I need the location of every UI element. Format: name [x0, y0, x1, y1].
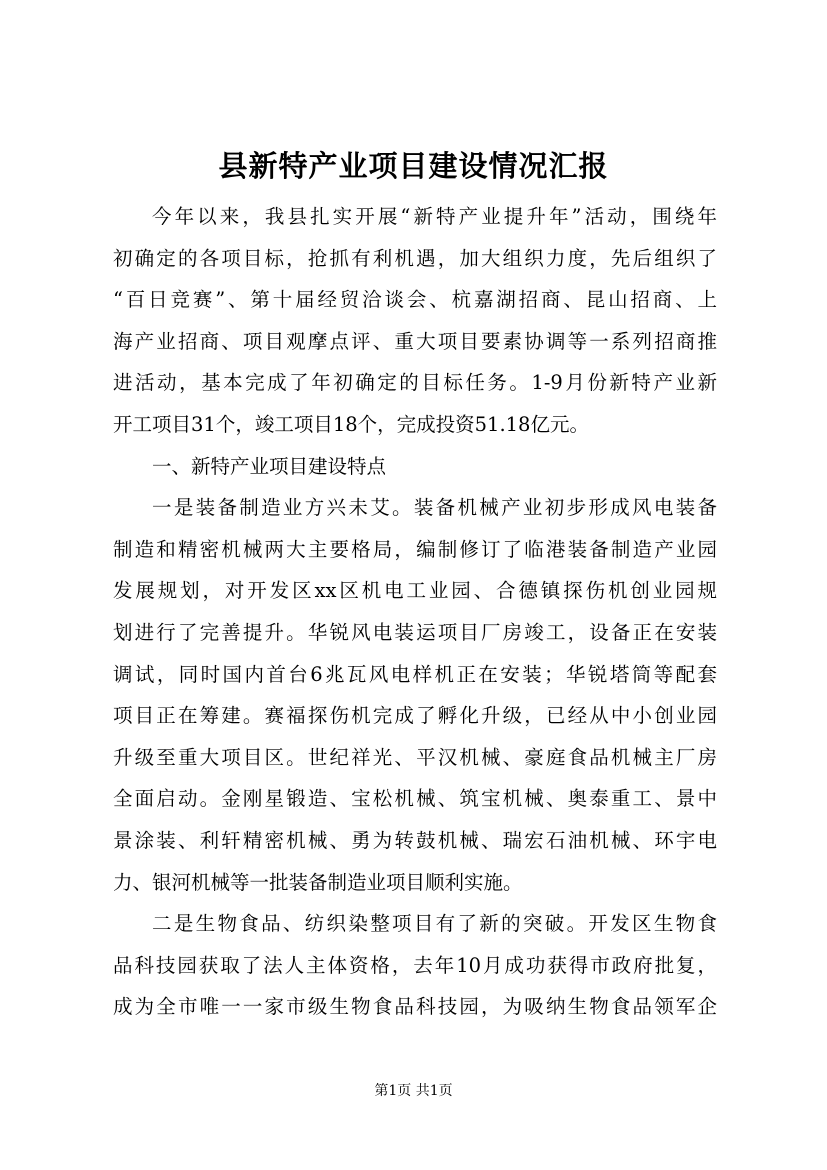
paragraph-line: 今年以来，我县扎实开展“新特产业提升年”活动，围绕年 [152, 205, 717, 228]
paragraph-line: 开工项目31个，竣工项目18个，完成投资51.18亿元。 [113, 412, 589, 436]
paragraph-line: 划进行了完善提升。华锐风电装运项目厂房竣工，设备正在安装 [113, 620, 717, 644]
paragraph-line: 全面启动。金刚星锻造、宝松机械、筑宝机械、奥泰重工、景中 [113, 787, 717, 811]
paragraph-line: 成为全市唯一一家市级生物食品科技园，为吸纳生物食品领军企 [113, 995, 717, 1019]
paragraph [113, 446, 717, 488]
paragraph-line: 发展规划，对开发区xx区机电工业园、合德镇探伤机创业园规 [113, 579, 717, 603]
paragraph-line: 一、新特产业项目建设特点 [152, 454, 387, 478]
paragraph-line: 一是装备制造业方兴未艾。装备机械产业初步形成风电装备 [152, 496, 717, 520]
paragraph-line: 海产业招商、项目观摩点评、重大项目要素协调等一系列招商推 [113, 329, 717, 353]
paragraph-line: 项目正在筹建。赛福探伤机完成了孵化升级，已经从中小创业园 [113, 704, 717, 728]
document-body [113, 196, 717, 1028]
paragraph-line: 制造和精密机械两大主要格局，编制修订了临港装备制造产业园 [113, 537, 717, 561]
document-title: 县新特产业项目建设情况汇报 [218, 149, 609, 183]
page-footer: 第1页 共1页 [374, 1083, 453, 1099]
paragraph-line: 力、银河机械等一批装备制造业项目顺利实施。 [113, 870, 523, 894]
paragraph [113, 487, 717, 903]
paragraph-line: 升级至重大项目区。世纪祥光、平汉机械、豪庭食品机械主厂房 [113, 745, 717, 769]
paragraph-line: 景涂装、利轩精密机械、勇为转鼓机械、瑞宏石油机械、环宇电 [113, 828, 717, 852]
paragraph [113, 903, 717, 1028]
paragraph-line: 进活动，基本完成了年初确定的目标任务。1-9月份新特产业新 [113, 371, 717, 395]
paragraph-line: 品科技园获取了法人主体资格，去年10月成功获得市政府批复， [113, 953, 717, 977]
paragraph-line: 初确定的各项目标，抢抓有利机遇，加大组织力度，先后组织了 [113, 246, 717, 270]
paragraph-line: 调试，同时国内首台6兆瓦风电样机正在安装；华锐塔筒等配套 [113, 662, 717, 686]
paragraph-line: “百日竞赛”、第十届经贸洽谈会、杭嘉湖招商、昆山招商、上 [113, 288, 717, 312]
paragraph [113, 196, 717, 446]
paragraph-line: 二是生物食品、纺织染整项目有了新的突破。开发区生物食 [152, 912, 717, 936]
